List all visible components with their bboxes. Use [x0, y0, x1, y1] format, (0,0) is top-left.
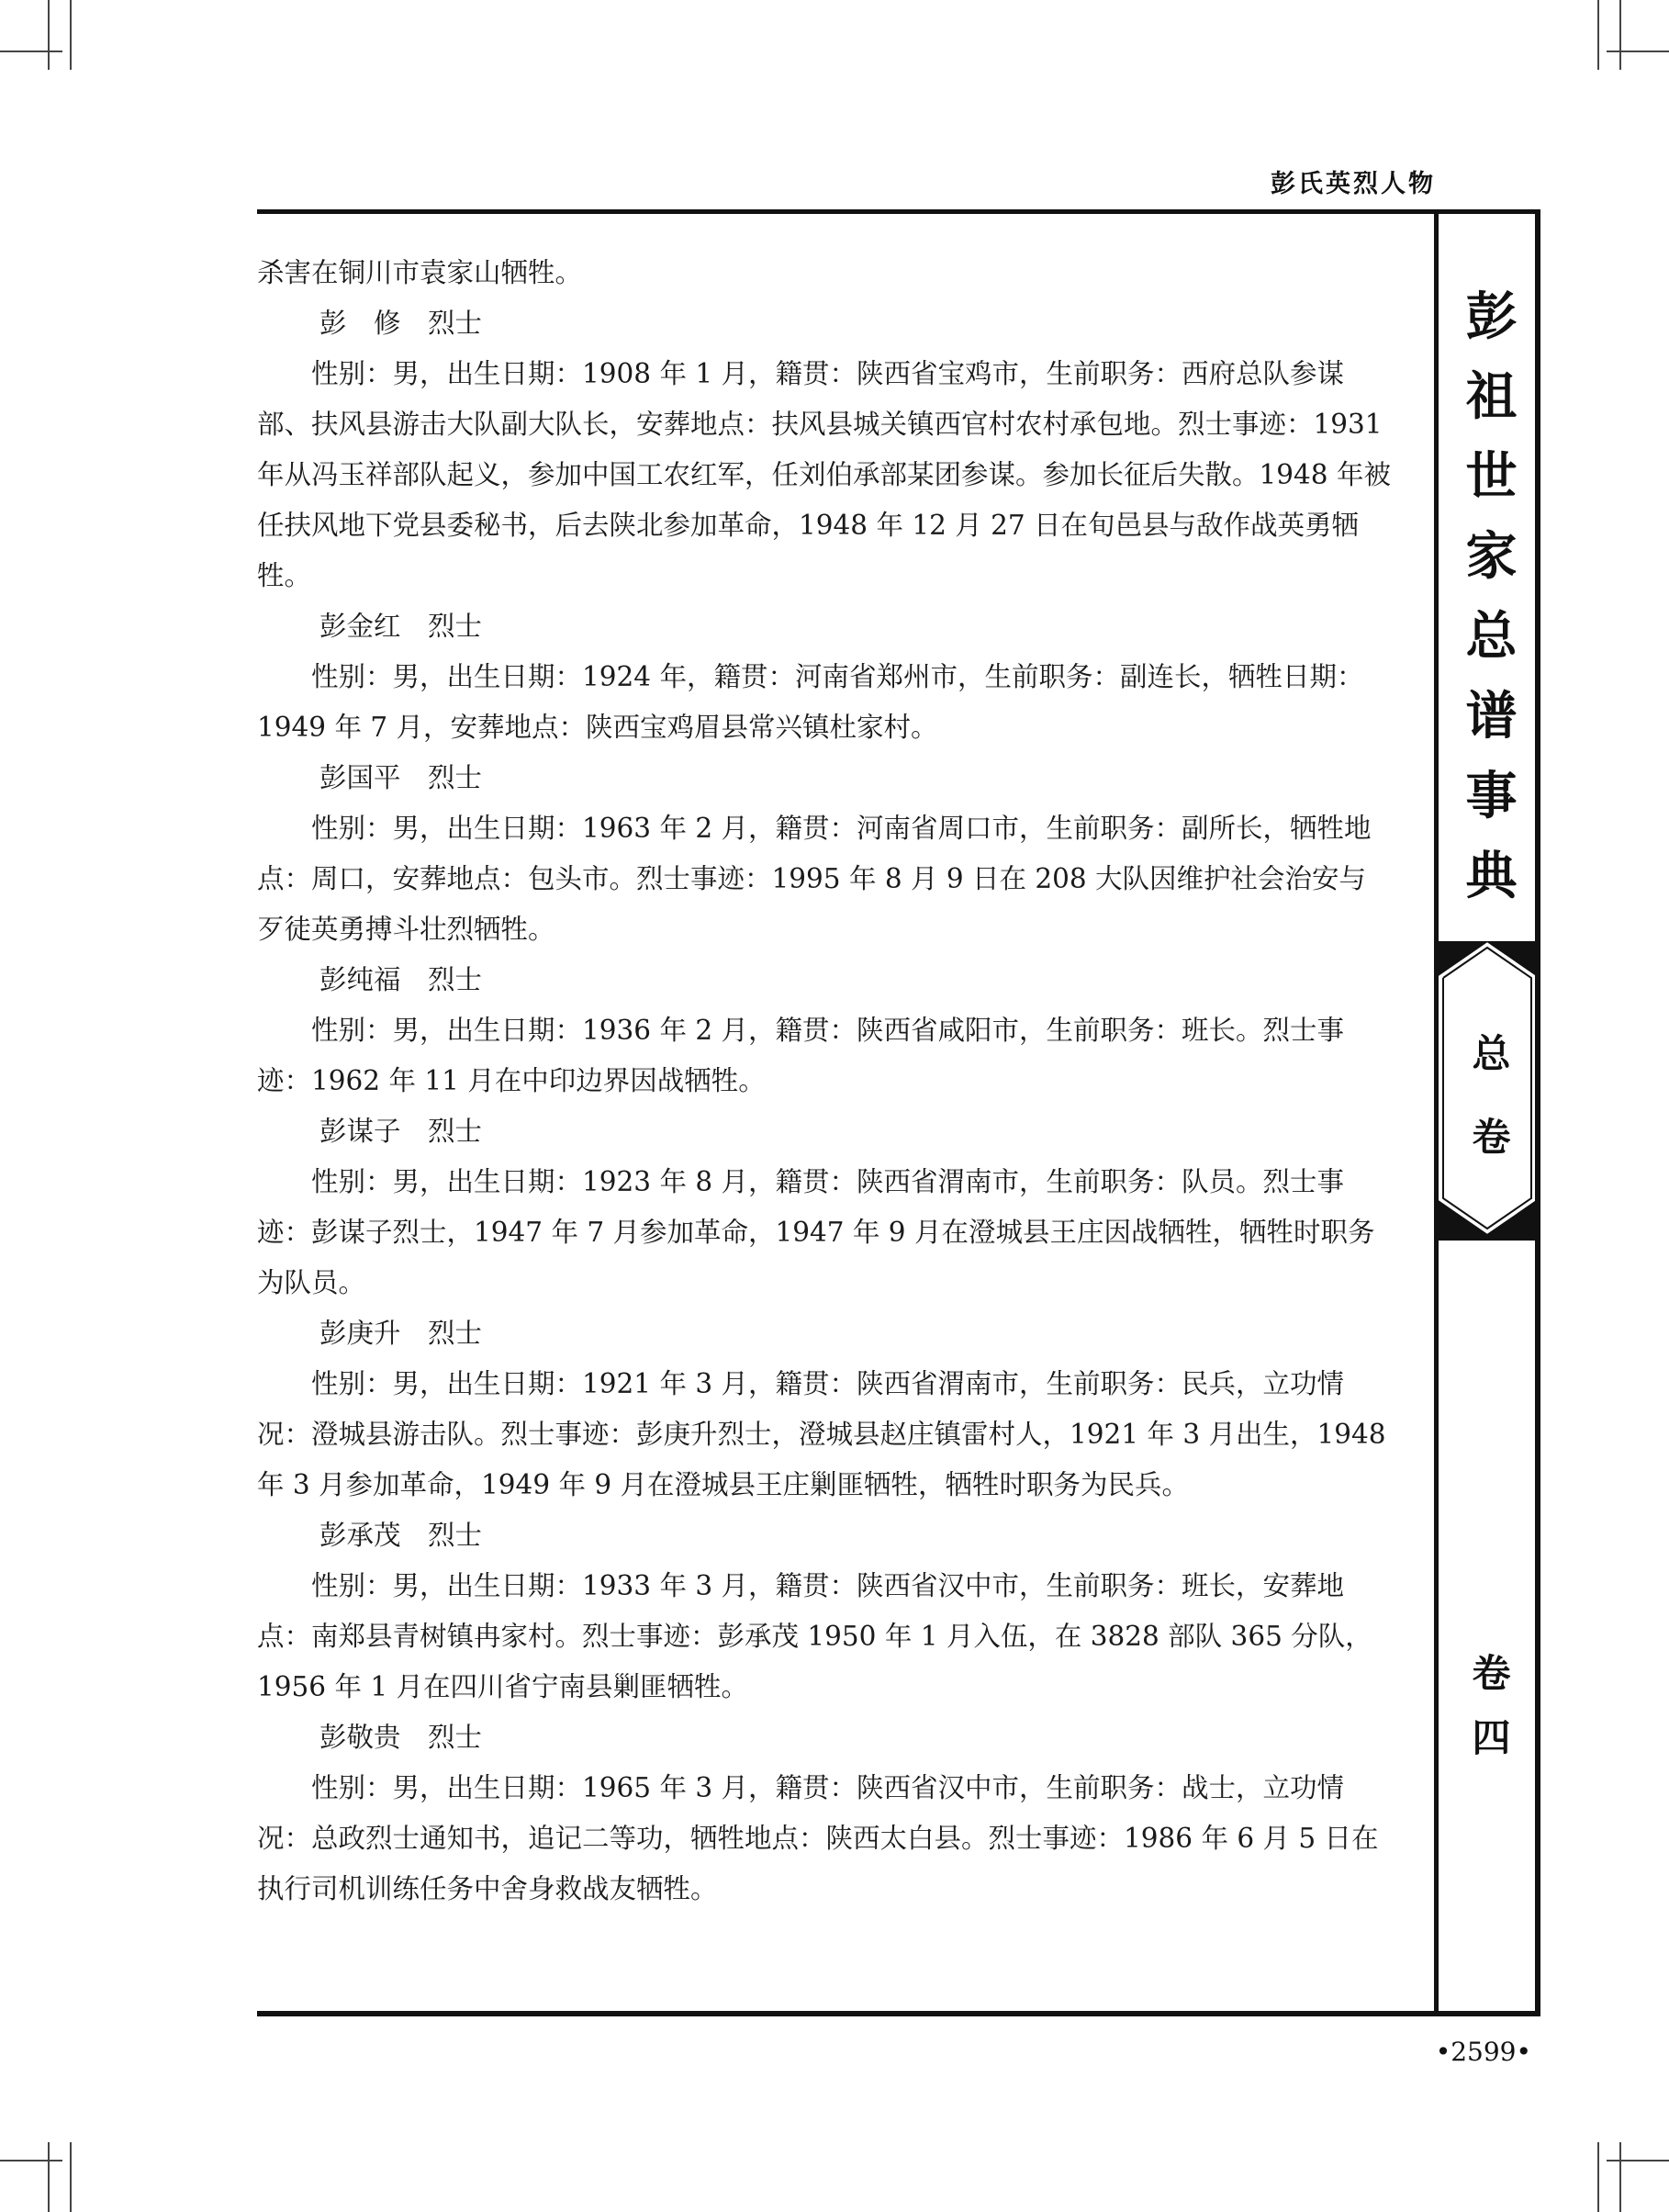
book-title-char: 谱 — [1465, 687, 1518, 747]
paragraph: 性别：男，出生日期：1933 年 3 月，籍贯：陕西省汉中市，生前职务：班长，安葬地点：南郑县青树镇冉家村。烈士事迹：彭承茂 1950 年 1 月入伍，在 3828 部队 365 分队，1956 年 1 月在四川省宁南县剿匪牺牲。 — [257, 1570, 1372, 1702]
book-title-char: 世 — [1465, 447, 1518, 507]
section-title: 彭氏英烈人物 — [1271, 170, 1436, 198]
crop-mark — [1607, 2160, 1669, 2161]
paragraph: 性别：男，出生日期：1936 年 2 月，籍贯：陕西省咸阳市，生前职务：班长。烈士事迹：1962 年 11 月在中印边界因战牺牲。 — [257, 1015, 1344, 1096]
bottom-rule — [257, 2011, 1539, 2016]
martyr-name: 彭纯福 烈士 — [319, 964, 483, 995]
book-title — [1439, 277, 1544, 916]
page-number: •2599• — [1435, 2037, 1531, 2067]
book-title-char: 彭 — [1465, 287, 1518, 347]
book-title-char: 家 — [1465, 527, 1518, 587]
book-title-char: 事 — [1465, 767, 1518, 826]
paragraph: 性别：男，出生日期：1924 年，籍贯：河南省郑州市，生前职务：副连长，牺牲日期：1949 年 7 月，安葬地点：陕西宝鸡眉县常兴镇杜家村。 — [257, 661, 1364, 743]
paragraph: 性别：男，出生日期：1965 年 3 月，籍贯：陕西省汉中市，生前职务：战士，立功情况：总政烈士通知书，追记二等功，牺牲地点：陕西太白县。烈士事迹：1986 年 6 月 5 日在执行司机训练任务中舍身救战友牺牲。 — [257, 1772, 1379, 1904]
volume-general-char: 卷 — [1472, 1115, 1511, 1160]
paragraph: 性别：男，出生日期：1923 年 8 月，籍贯：陕西省渭南市，生前职务：队员。烈士事迹：彭谋子烈士，1947 年 7 月参加革命，1947 年 9 月在澄城县王庄因战牺牲，牺牲时职务为队员。 — [257, 1166, 1375, 1298]
martyr-name: 彭庚升 烈士 — [319, 1318, 483, 1349]
crop-mark — [70, 0, 72, 70]
top-rule — [257, 209, 1539, 214]
crop-mark — [1607, 51, 1669, 52]
paragraph: 性别：男，出生日期：1921 年 3 月，籍贯：陕西省渭南市，生前职务：民兵，立功情况：澄城县游击队。烈士事迹：彭庚升烈士，澄城县赵庄镇雷村人，1921 年 3 月出生，1948 年 3 月参加革命，1949 年 9 月在澄城县王庄剿匪牺牲，牺牲时职务为民兵。 — [257, 1368, 1386, 1500]
sidebar-divider — [1434, 1235, 1540, 1241]
martyr-name: 彭国平 烈士 — [319, 762, 483, 793]
crop-mark — [1619, 0, 1621, 70]
book-title-char: 总 — [1465, 607, 1518, 667]
crop-mark — [48, 2142, 50, 2212]
martyr-name: 彭金红 烈士 — [319, 611, 483, 642]
body-text — [257, 248, 1391, 1914]
volume-number-char: 卷 — [1472, 1651, 1511, 1696]
crop-mark — [1619, 2142, 1621, 2212]
martyr-name: 彭承茂 烈士 — [319, 1520, 483, 1551]
crop-mark — [0, 51, 62, 52]
paragraph: 性别：男，出生日期：1908 年 1 月，籍贯：陕西省宝鸡市，生前职务：西府总队参谋部、扶风县游击大队副大队长，安葬地点：扶风县城关镇西官村农村承包地。烈士事迹：1931 年从冯玉祥部队起义，参加中国工农红军，任刘伯承部某团参谋。参加长征后失散。1948 年被任扶风地下党县委秘书，后去陕北参加革命，1948 年 12 月 27 日在旬邑县与敌作战英勇牺牲。 — [257, 358, 1391, 591]
volume-badge-frame — [1434, 941, 1540, 1235]
martyr-name: 彭谋子 烈士 — [319, 1116, 483, 1147]
crop-mark — [1597, 2142, 1599, 2212]
volume-number-char: 四 — [1472, 1715, 1511, 1760]
crop-mark — [48, 0, 50, 70]
paragraph: 杀害在铜川市袁家山牺牲。 — [257, 257, 583, 288]
paragraph: 性别：男，出生日期：1963 年 2 月，籍贯：河南省周口市，生前职务：副所长，牺牲地点：周口，安葬地点：包头市。烈士事迹：1995 年 8 月 9 日在 208 大队因维护社会治安与歹徒英勇搏斗壮烈牺牲。 — [257, 813, 1372, 945]
martyr-name: 彭 修 烈士 — [319, 308, 483, 339]
crop-mark — [70, 2142, 72, 2212]
martyr-name: 彭敬贵 烈士 — [319, 1722, 483, 1753]
crop-mark — [1597, 0, 1599, 70]
crop-mark — [0, 2160, 62, 2161]
book-title-char: 祖 — [1465, 367, 1518, 427]
book-title-char: 典 — [1465, 847, 1518, 906]
volume-general-char: 总 — [1472, 1031, 1511, 1076]
